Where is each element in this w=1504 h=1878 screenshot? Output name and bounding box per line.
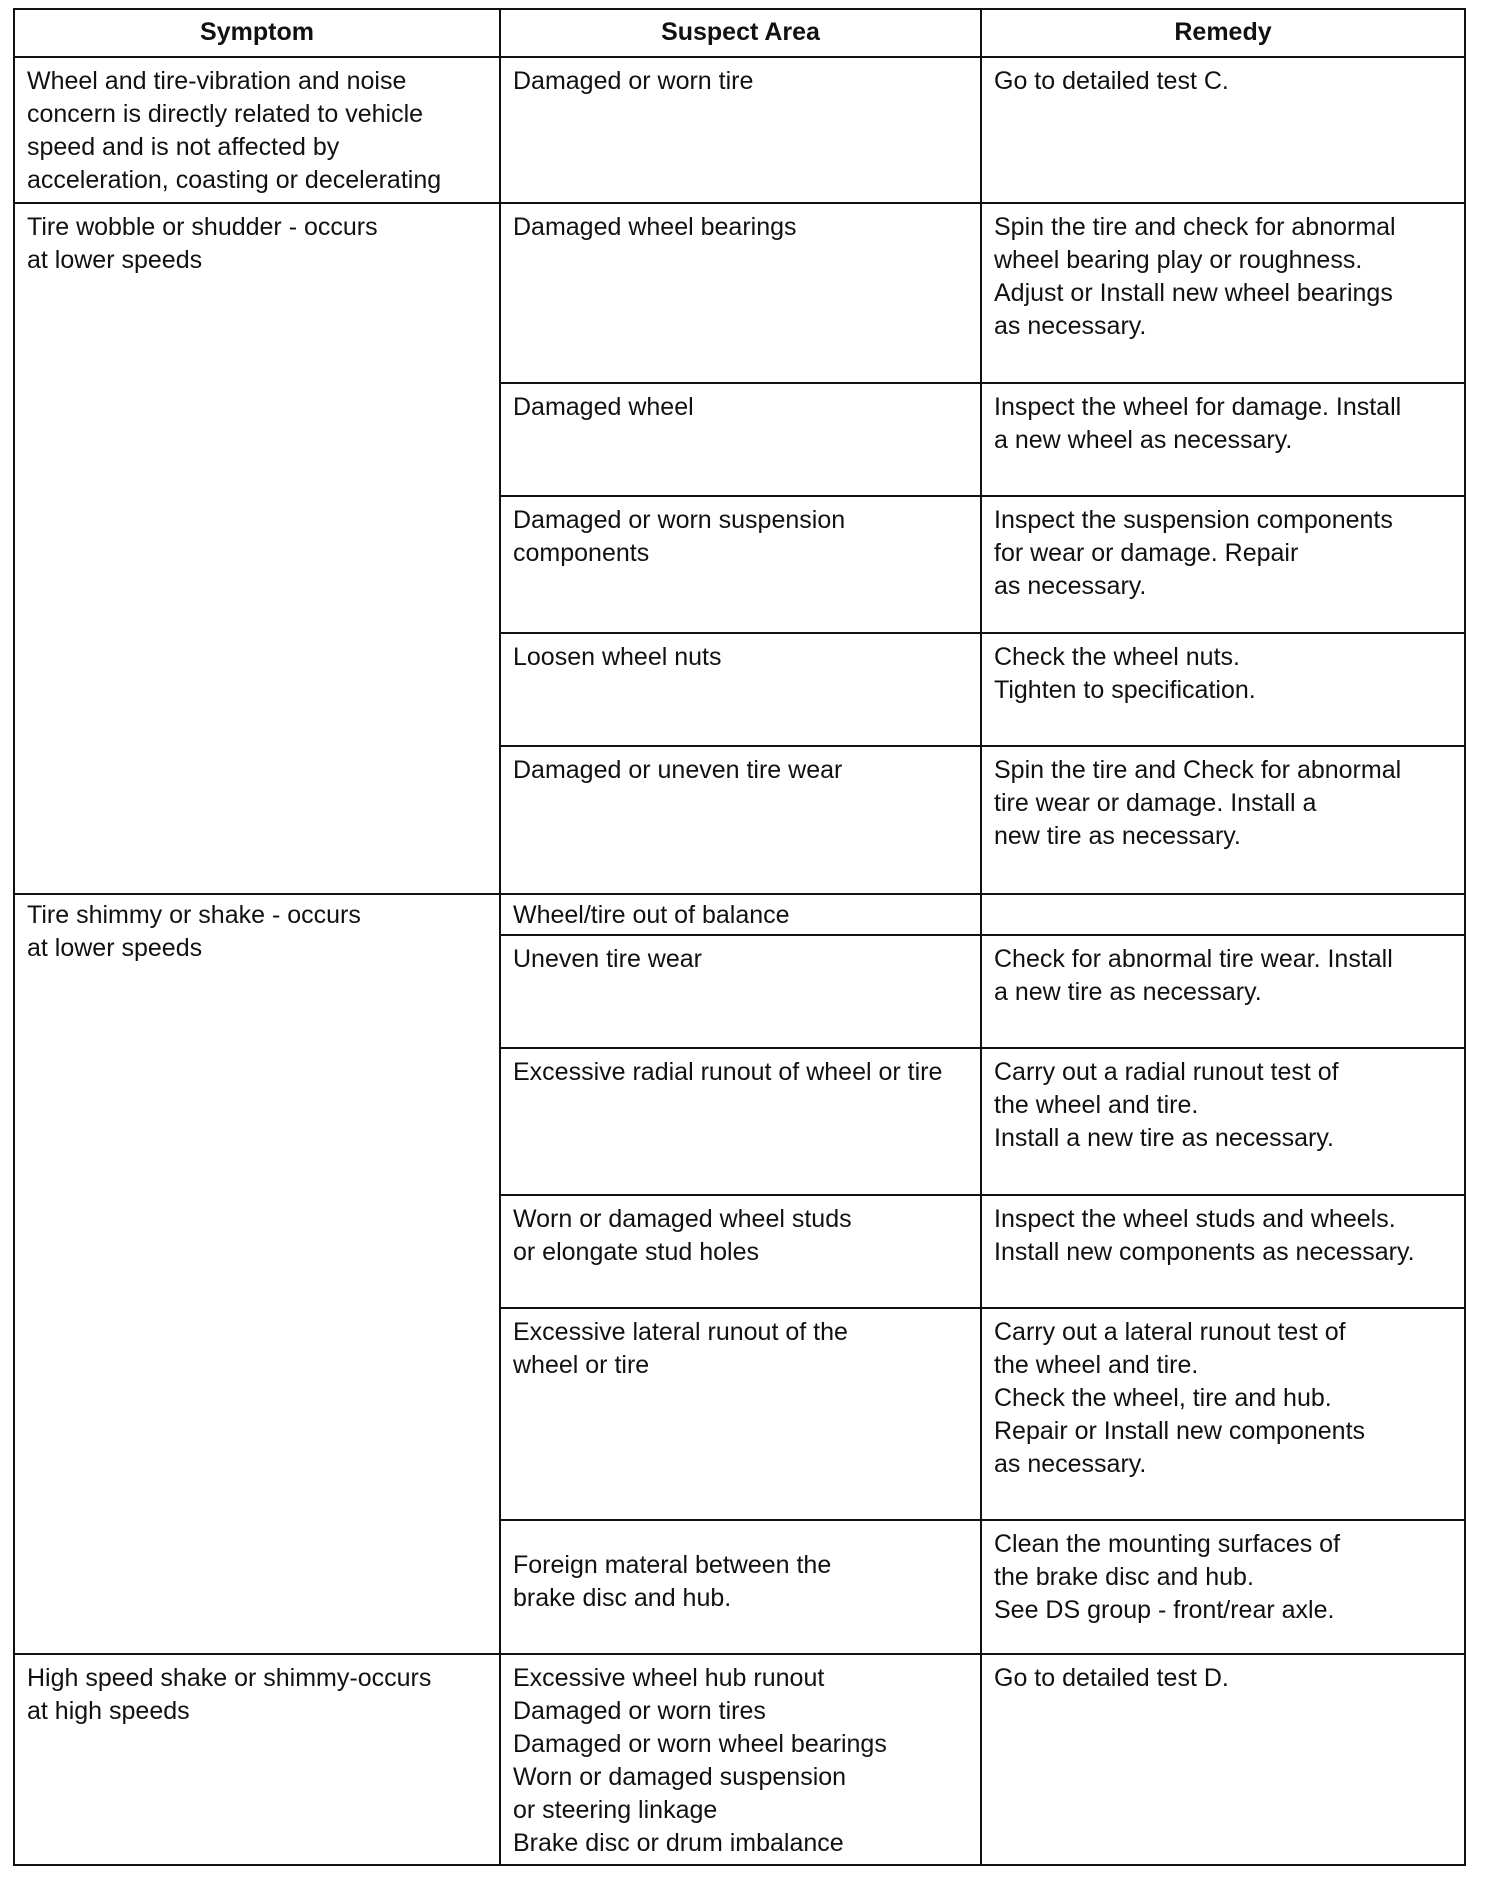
header-row [14,9,1465,57]
remedy-cell [981,894,1465,935]
remedy-cell: Check for abnormal tire wear. Install a new tire as necessary. [981,935,1465,1048]
suspect-area-cell: Excessive radial runout of wheel or tire [500,1048,981,1195]
suspect-area-cell: Worn or damaged wheel studs or elongate stud holes [500,1195,981,1308]
table-row [14,57,1465,203]
diagnosis-table [13,8,1466,1866]
symptom-cell: Wheel and tire-vibration and noise concern is directly related to vehicle speed and is not affected by acceleration, coasting or decelerating [14,57,500,203]
symptom-cell: Tire shimmy or shake - occurs at lower speeds [14,894,500,1654]
symptom-cell: High speed shake or shimmy-occurs at high speeds [14,1654,500,1865]
remedy-cell: Inspect the suspension components for wear or damage. Repair as necessary. [981,496,1465,633]
remedy-cell: Check the wheel nuts. Tighten to specification. [981,633,1465,746]
suspect-area-cell: Damaged or worn tire [500,57,981,203]
suspect-area-cell: Damaged or worn suspension components [500,496,981,633]
header-suspect-area: Suspect Area [500,9,981,57]
table-row [14,1654,1465,1865]
remedy-cell: Inspect the wheel studs and wheels. Install new components as necessary. [981,1195,1465,1308]
table-row [14,203,1465,383]
remedy-cell: Carry out a lateral runout test of the wheel and tire. Check the wheel, tire and hub. Repair or Install new components as necessary. [981,1308,1465,1520]
suspect-area-cell: Loosen wheel nuts [500,633,981,746]
remedy-cell: Clean the mounting surfaces of the brake disc and hub. See DS group - front/rear axle. [981,1520,1465,1654]
suspect-area-cell: Excessive lateral runout of the wheel or tire [500,1308,981,1520]
header-remedy: Remedy [981,9,1465,57]
suspect-area-cell: Wheel/tire out of balance [500,894,981,935]
remedy-cell: Spin the tire and check for abnormal wheel bearing play or roughness. Adjust or Install new wheel bearings as necessary. [981,203,1465,383]
remedy-cell: Spin the tire and Check for abnormal tire wear or damage. Install a new tire as necessary. [981,746,1465,894]
remedy-cell: Go to detailed test D. [981,1654,1465,1865]
symptom-cell: Tire wobble or shudder - occurs at lower speeds [14,203,500,894]
suspect-area-cell: Damaged or uneven tire wear [500,746,981,894]
remedy-cell: Carry out a radial runout test of the wheel and tire. Install a new tire as necessary. [981,1048,1465,1195]
suspect-area-cell: Uneven tire wear [500,935,981,1048]
remedy-cell: Go to detailed test C. [981,57,1465,203]
remedy-cell: Inspect the wheel for damage. Install a new wheel as necessary. [981,383,1465,496]
suspect-area-cell: Foreign materal between the brake disc and hub. [500,1520,981,1654]
suspect-area-cell: Excessive wheel hub runout Damaged or worn tires Damaged or worn wheel bearings Worn or damaged suspension or steering linkage Brake disc or drum imbalance [500,1654,981,1865]
diagnosis-table-wrapper [13,8,1464,1866]
header-symptom: Symptom [14,9,500,57]
suspect-area-cell: Damaged wheel bearings [500,203,981,383]
suspect-area-cell: Damaged wheel [500,383,981,496]
table-row [14,894,1465,935]
